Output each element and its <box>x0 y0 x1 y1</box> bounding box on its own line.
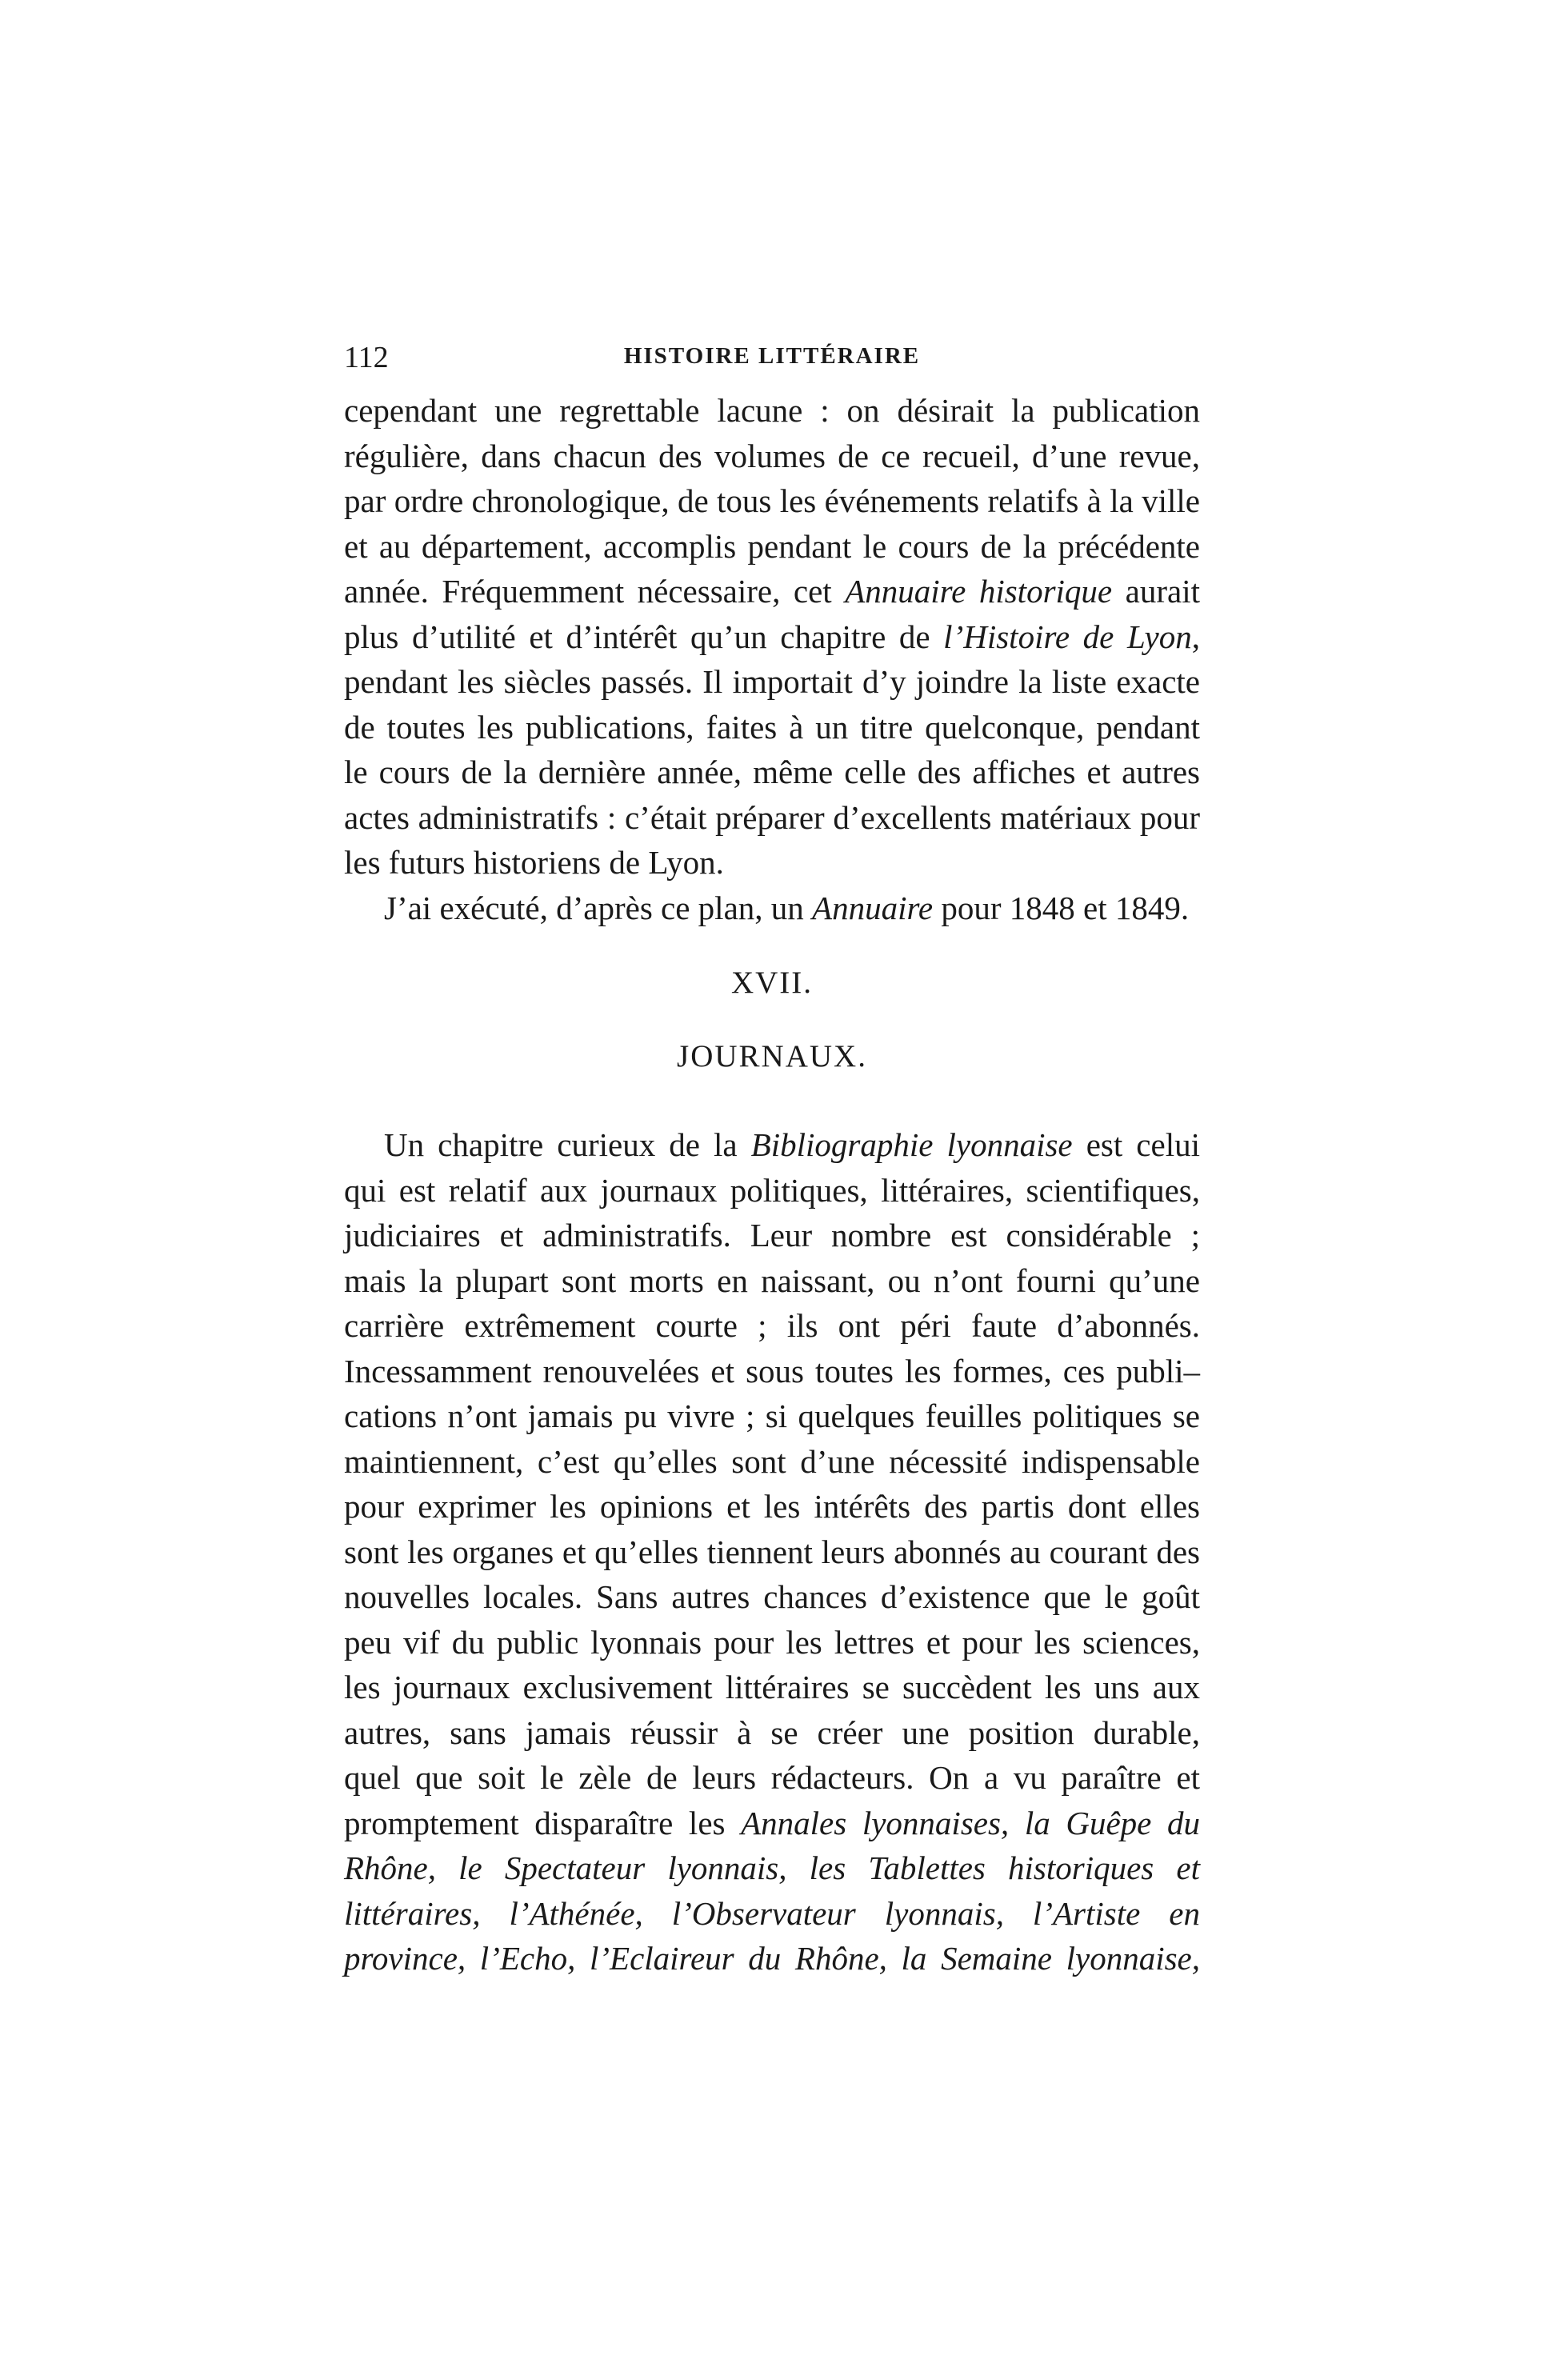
italic-title: Annales lyonnaises, la Guêpe du <box>741 1804 1200 1841</box>
text-line: régulière, dans chacun des volumes de ce recueil, d’une revue, <box>344 437 1200 474</box>
text-line-italic: littéraires, l’Athénée, l’Observateur lyonnais, l’Artiste en <box>344 1894 1200 1932</box>
text-line-italic: province, l’Echo, l’Eclaireur du Rhône, la Semaine lyonnaise, <box>344 1940 1200 1977</box>
text-run: année. Fréquemment nécessaire, cet <box>344 573 846 610</box>
text-line: pour exprimer les opinions et les intérêts des partis dont elles <box>344 1488 1200 1525</box>
section-number: XVII. <box>730 966 814 1000</box>
paragraph-annuaire <box>344 886 1200 931</box>
book-page <box>344 340 1200 1981</box>
text-line: les journaux exclusivement littéraires se succèdent les uns aux <box>344 1669 1200 1705</box>
text-run: Un chapitre curieux de la <box>384 1126 751 1163</box>
running-head <box>344 340 1200 388</box>
text-line: de toutes les publications, faites à un titre quelconque, pendant <box>344 708 1200 746</box>
text-line: Incessamment renouvelées et sous toutes les formes, ces publi– <box>344 1352 1200 1389</box>
text-line: actes administratifs : c’était préparer d’excellents matériaux pour <box>344 798 1200 836</box>
text-line: sont les organes et qu’elles tiennent leurs abonnés au courant des <box>344 1533 1200 1570</box>
text-run: est celui <box>1072 1126 1200 1163</box>
text-line: le cours de la dernière année, même celle des affiches et autres <box>344 754 1200 790</box>
text-run: pour 1848 et 1849. <box>933 889 1190 926</box>
text-line: nouvelles locales. Sans autres chances d’existence que le goût <box>344 1578 1200 1615</box>
text-line: carrière extrêmement courte ; ils ont péri faute d’abonnés. <box>344 1307 1200 1344</box>
text-line: quel que soit le zèle de leurs rédacteurs. On a vu paraître et <box>344 1759 1200 1796</box>
text-line: cependant une regrettable lacune : on désirait la publication <box>344 392 1200 429</box>
text-line: cations n’ont jamais pu vivre ; si quelques feuilles politiques se <box>344 1397 1200 1434</box>
text-line: maintiennent, c’est qu’elles sont d’une nécessité indispensable <box>344 1442 1200 1480</box>
text-run: , <box>1191 618 1201 655</box>
text-run: plus d’utilité et d’intérêt qu’un chapitre de <box>344 618 944 655</box>
italic-title: Annuaire <box>812 889 934 926</box>
text-run: J’ai exécuté, d’après ce plan, un <box>384 889 813 926</box>
italic-title: Annuaire historique <box>845 573 1113 610</box>
italic-title: Bibliographie lyonnaise <box>750 1126 1073 1163</box>
text-line: par ordre chronologique, de tous les événements relatifs à la ville <box>344 482 1200 519</box>
text-line <box>344 1801 1200 1846</box>
text-line: qui est relatif aux journaux politiques, littéraires, scientifiques, <box>344 1171 1200 1209</box>
text-line: et au département, accomplis pendant le cours de la précédente <box>344 527 1200 565</box>
italic-title: l’Histoire de Lyon <box>943 618 1192 655</box>
running-head-title: HISTOIRE LITTÉRAIRE <box>623 343 921 369</box>
text-line: pendant les siècles passés. Il importait d’y joindre la liste exacte <box>344 663 1200 700</box>
text-line: les futurs historiens de Lyon. <box>344 844 724 881</box>
section-title: JOURNAUX. <box>677 1039 867 1074</box>
page-number: 112 <box>344 341 389 374</box>
text-line <box>344 614 1200 660</box>
text-run: aurait <box>1112 573 1200 610</box>
text-line-italic: Rhône, le Spectateur lyonnais, les Tablettes historiques et <box>344 1849 1200 1886</box>
text-line: autres, sans jamais réussir à se créer une position durable, <box>344 1713 1200 1751</box>
text-run: promptement disparaître les <box>344 1804 742 1841</box>
text-line: judiciaires et administratifs. Leur nombre est considérable ; <box>344 1217 1200 1253</box>
paragraph-journaux <box>344 1122 1200 1981</box>
text-line: peu vif du public lyonnais pour les lettres et pour les sciences, <box>344 1623 1200 1661</box>
text-line <box>344 569 1200 614</box>
text-line: mais la plupart sont morts en naissant, ou n’ont fourni qu’une <box>344 1261 1200 1299</box>
paragraph-continued <box>344 388 1200 886</box>
text-line <box>344 1122 1200 1168</box>
spacer <box>344 1079 1200 1122</box>
